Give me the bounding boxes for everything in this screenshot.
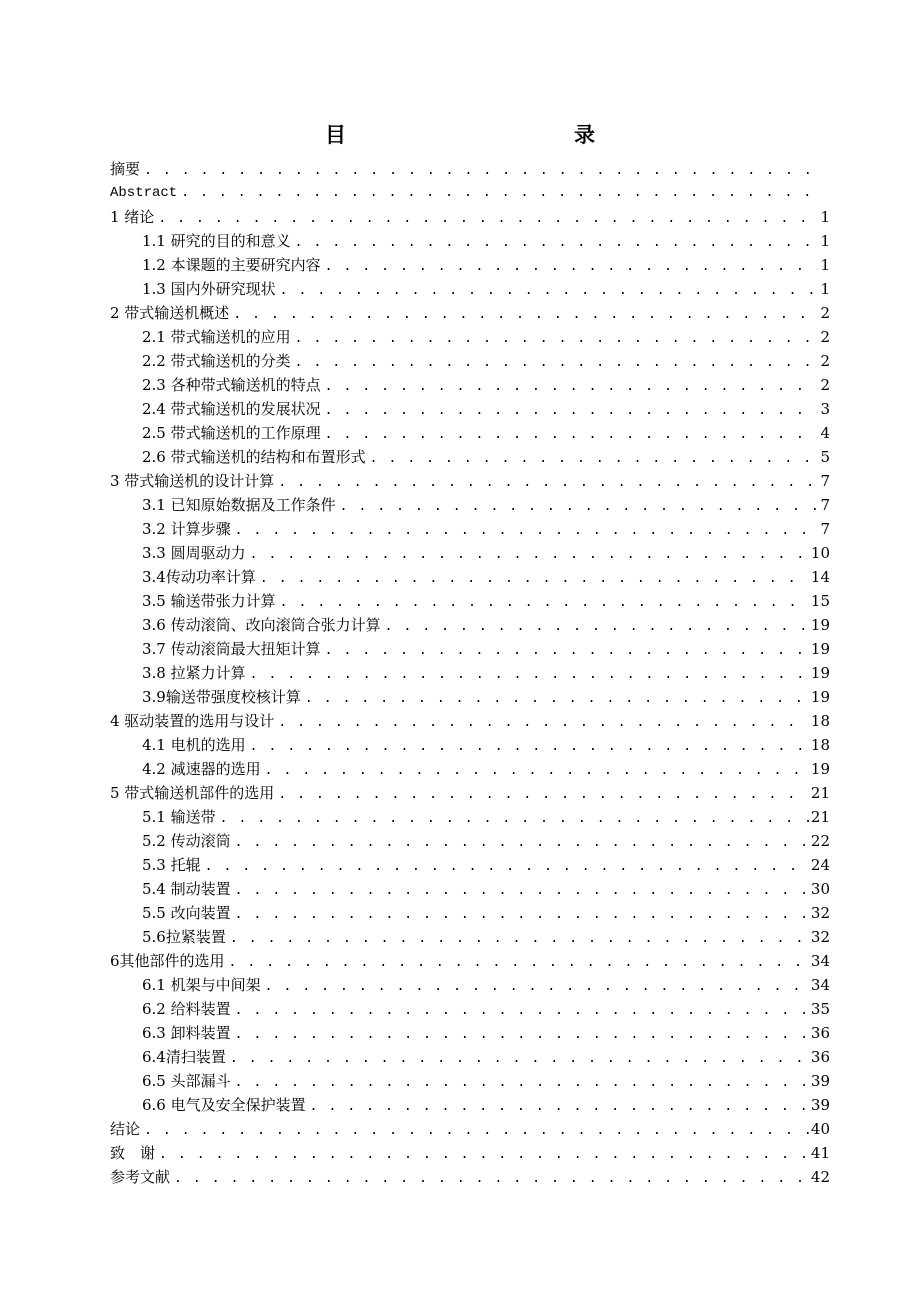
toc-entry[interactable] bbox=[110, 973, 830, 997]
toc-entry-label: 2.6 带式输送机的结构和布置形式 bbox=[142, 448, 366, 466]
dot-leader bbox=[295, 327, 819, 351]
dot-leader bbox=[325, 375, 819, 399]
toc-entry-label: 2 带式输送机概述 bbox=[110, 304, 230, 322]
toc-entry-page-number: 2 bbox=[820, 376, 830, 394]
toc-entry[interactable] bbox=[110, 229, 830, 253]
toc-entry[interactable] bbox=[110, 853, 830, 877]
toc-entry-page-number: 1 bbox=[820, 208, 830, 226]
toc-entry-label: 2.5 带式输送机的工作原理 bbox=[142, 424, 321, 442]
toc-entry[interactable] bbox=[110, 277, 830, 301]
toc-entry[interactable] bbox=[110, 901, 830, 925]
toc-entry-label: 致 谢 bbox=[110, 1144, 156, 1162]
toc-entry[interactable] bbox=[110, 709, 830, 733]
dot-leader bbox=[325, 399, 819, 423]
toc-entry[interactable] bbox=[110, 1093, 830, 1117]
toc-entry[interactable] bbox=[110, 469, 830, 493]
toc-entry-label: 4 驱动装置的选用与设计 bbox=[110, 712, 275, 730]
toc-entry[interactable] bbox=[110, 757, 830, 781]
dot-leader bbox=[325, 639, 809, 663]
toc-entry-label: 1.3 国内外研究现状 bbox=[142, 280, 276, 298]
toc-entry-label: 6.5 头部漏斗 bbox=[142, 1072, 231, 1090]
dot-leader bbox=[385, 615, 809, 639]
toc-entry-label: 6.4清扫装置 bbox=[142, 1048, 226, 1066]
dot-leader bbox=[174, 1167, 809, 1191]
toc-entry-label: 5.6拉紧装置 bbox=[142, 928, 226, 946]
toc-entry[interactable] bbox=[110, 565, 830, 589]
toc-entry[interactable] bbox=[110, 301, 830, 325]
toc-entry[interactable] bbox=[110, 1045, 830, 1069]
toc-entry[interactable] bbox=[110, 397, 830, 421]
toc-entry-page-number: 18 bbox=[810, 736, 830, 754]
dot-leader bbox=[325, 255, 819, 279]
dot-leader bbox=[235, 879, 809, 903]
toc-entry-label: 2.3 各种带式输送机的特点 bbox=[142, 376, 321, 394]
dot-leader bbox=[265, 975, 809, 999]
toc-entry[interactable] bbox=[110, 997, 830, 1021]
toc-entry-page-number: 2 bbox=[820, 352, 830, 370]
toc-entry-page-number: 21 bbox=[810, 808, 830, 826]
toc-entry-label: 参考文献 bbox=[110, 1168, 171, 1186]
dot-leader bbox=[340, 495, 819, 519]
toc-entry-label: 6.1 机架与中间架 bbox=[142, 976, 261, 994]
toc-entry[interactable] bbox=[110, 661, 830, 685]
toc-entry[interactable] bbox=[110, 349, 830, 373]
toc-entry-page-number: 19 bbox=[810, 760, 830, 778]
dot-leader bbox=[278, 471, 818, 495]
toc-entry-label: 4.2 减速器的选用 bbox=[142, 760, 261, 778]
dot-leader bbox=[230, 927, 809, 951]
toc-entry[interactable] bbox=[110, 925, 830, 949]
toc-entry-label: 1.2 本课题的主要研究内容 bbox=[142, 256, 321, 274]
toc-entry-page-number: 1 bbox=[820, 280, 830, 298]
toc-entry-label: 4.1 电机的选用 bbox=[142, 736, 246, 754]
toc-entry-label: 3.5 输送带张力计算 bbox=[142, 592, 276, 610]
dot-leader bbox=[159, 1143, 809, 1167]
toc-entry[interactable] bbox=[110, 325, 830, 349]
toc-entry[interactable] bbox=[110, 829, 830, 853]
toc-entry[interactable] bbox=[110, 781, 830, 805]
toc-entry-page-number: 36 bbox=[810, 1048, 830, 1066]
toc-entry-page-number: 34 bbox=[810, 976, 830, 994]
dot-leader bbox=[235, 1023, 809, 1047]
toc-entry-page-number: 30 bbox=[810, 880, 830, 898]
dot-leader bbox=[250, 543, 809, 567]
toc-entry-label: 1.1 研究的目的和意义 bbox=[142, 232, 291, 250]
toc-entry-page-number: 39 bbox=[810, 1072, 830, 1090]
dot-leader bbox=[144, 1119, 809, 1143]
toc-entry-label: Abstract bbox=[110, 185, 178, 201]
toc-entry-page-number: 22 bbox=[810, 832, 830, 850]
toc-entry-label: 2.4 带式输送机的发展状况 bbox=[142, 400, 321, 418]
toc-entry[interactable] bbox=[110, 205, 830, 229]
toc-entry-page-number: 21 bbox=[810, 784, 830, 802]
toc-entry-page-number: 32 bbox=[810, 928, 830, 946]
toc-entry-page-number: 1 bbox=[820, 232, 830, 250]
toc-entry[interactable] bbox=[110, 589, 830, 613]
dot-leader bbox=[278, 711, 809, 735]
toc-entry-page-number: 5 bbox=[820, 448, 830, 466]
toc-entry-label: 6其他部件的选用 bbox=[110, 952, 225, 970]
toc-entry-page-number: 7 bbox=[820, 472, 830, 490]
dot-leader bbox=[295, 351, 819, 375]
toc-entry[interactable] bbox=[110, 421, 830, 445]
toc-entry[interactable] bbox=[110, 1141, 830, 1165]
toc-entry-page-number: 42 bbox=[810, 1168, 830, 1186]
toc-entry-label: 5.3 托辊 bbox=[142, 856, 201, 874]
toc-entry-label: 3.3 圆周驱动力 bbox=[142, 544, 246, 562]
toc-entry[interactable] bbox=[110, 685, 830, 709]
toc-entry[interactable] bbox=[110, 805, 830, 829]
dot-leader bbox=[220, 807, 809, 831]
toc-entry-page-number: 2 bbox=[820, 304, 830, 322]
toc-entry-label: 3.7 传动滚筒最大扭矩计算 bbox=[142, 640, 321, 658]
toc-entry-page-number: 24 bbox=[810, 856, 830, 874]
dot-leader bbox=[250, 735, 809, 759]
dot-leader bbox=[235, 831, 809, 855]
toc-entry-label: 5 带式输送机部件的选用 bbox=[110, 784, 275, 802]
dot-leader bbox=[233, 303, 818, 327]
toc-entry-label: 结论 bbox=[110, 1120, 141, 1138]
toc-entry-label: 1 绪论 bbox=[110, 208, 155, 226]
dot-leader bbox=[370, 447, 819, 471]
toc-entry[interactable] bbox=[110, 949, 830, 973]
toc-entry-page-number: 40 bbox=[810, 1120, 830, 1138]
dot-leader bbox=[235, 519, 819, 543]
toc-entry-page-number: 18 bbox=[810, 712, 830, 730]
dot-leader bbox=[205, 855, 809, 879]
toc-entry-page-number: 32 bbox=[810, 904, 830, 922]
toc-entry[interactable] bbox=[110, 181, 830, 205]
dot-leader bbox=[181, 181, 820, 205]
dot-leader bbox=[305, 687, 809, 711]
toc-entry-page-number: 2 bbox=[820, 328, 830, 346]
toc-entry[interactable] bbox=[110, 1069, 830, 1093]
toc-entry-label: 摘要 bbox=[110, 160, 141, 178]
toc-entry-label: 5.2 传动滚筒 bbox=[142, 832, 231, 850]
dot-leader bbox=[260, 567, 809, 591]
dot-leader bbox=[280, 279, 819, 303]
toc-entry-label: 2.2 带式输送机的分类 bbox=[142, 352, 291, 370]
toc-entry-page-number: 41 bbox=[810, 1144, 830, 1162]
dot-leader bbox=[310, 1095, 809, 1119]
toc-entry-page-number: 1 bbox=[820, 256, 830, 274]
page-title: 目 录 bbox=[325, 122, 657, 147]
toc-entry-label: 6.2 给料装置 bbox=[142, 1000, 231, 1018]
dot-leader bbox=[280, 591, 809, 615]
toc-entry-page-number: 3 bbox=[820, 400, 830, 418]
toc-entry[interactable] bbox=[110, 1021, 830, 1045]
toc-entry[interactable] bbox=[110, 493, 830, 517]
toc-entry[interactable] bbox=[110, 1117, 830, 1141]
toc-entry-page-number: 15 bbox=[810, 592, 830, 610]
toc-entry[interactable] bbox=[110, 157, 830, 181]
dot-leader bbox=[144, 159, 820, 183]
toc-entry[interactable] bbox=[110, 733, 830, 757]
toc-entry-page-number: 19 bbox=[810, 640, 830, 658]
toc-entry-page-number: 39 bbox=[810, 1096, 830, 1114]
toc-entry[interactable] bbox=[110, 541, 830, 565]
toc-entry-page-number: 19 bbox=[810, 616, 830, 634]
dot-leader bbox=[235, 999, 809, 1023]
toc-entry-page-number: 34 bbox=[810, 952, 830, 970]
toc-entry-label: 5.4 制动装置 bbox=[142, 880, 231, 898]
toc-entry-label: 5.5 改向装置 bbox=[142, 904, 231, 922]
dot-leader bbox=[235, 903, 809, 927]
toc-entry-page-number: 14 bbox=[810, 568, 830, 586]
toc-entry-label: 3.1 已知原始数据及工作条件 bbox=[142, 496, 336, 514]
dot-leader bbox=[278, 783, 809, 807]
toc-entry[interactable] bbox=[110, 613, 830, 637]
toc-entry-page-number: 7 bbox=[820, 496, 830, 514]
toc-entry[interactable] bbox=[110, 877, 830, 901]
toc-entry[interactable] bbox=[110, 253, 830, 277]
toc-entry-page-number: 35 bbox=[810, 1000, 830, 1018]
dot-leader bbox=[235, 1071, 809, 1095]
toc-entry-label: 3.6 传动滚筒、改向滚筒合张力计算 bbox=[142, 616, 381, 634]
toc-entry-label: 5.1 输送带 bbox=[142, 808, 216, 826]
toc-entry-page-number: 19 bbox=[810, 664, 830, 682]
toc-entry[interactable] bbox=[110, 373, 830, 397]
toc-entry-page-number: 10 bbox=[810, 544, 830, 562]
toc-entry-label: 3.2 计算步骤 bbox=[142, 520, 231, 538]
dot-leader bbox=[230, 1047, 809, 1071]
toc-entry-label: 6.6 电气及安全保护装置 bbox=[142, 1096, 306, 1114]
toc-entry-page-number: 4 bbox=[820, 424, 830, 442]
toc-entry-page-number: 36 bbox=[810, 1024, 830, 1042]
dot-leader bbox=[295, 231, 819, 255]
toc-entry-label: 3 带式输送机的设计计算 bbox=[110, 472, 275, 490]
toc-entry-label: 3.8 拉紧力计算 bbox=[142, 664, 246, 682]
table-of-contents bbox=[110, 157, 830, 1189]
toc-entry[interactable] bbox=[110, 517, 830, 541]
toc-entry[interactable] bbox=[110, 1165, 830, 1189]
toc-entry-page-number: 19 bbox=[810, 688, 830, 706]
dot-leader bbox=[158, 207, 818, 231]
toc-entry-label: 3.9输送带强度校核计算 bbox=[142, 688, 301, 706]
dot-leader bbox=[229, 951, 809, 975]
toc-entry[interactable] bbox=[110, 637, 830, 661]
toc-entry-label: 6.3 卸料装置 bbox=[142, 1024, 231, 1042]
dot-leader bbox=[325, 423, 819, 447]
dot-leader bbox=[265, 759, 809, 783]
toc-entry-page-number: 7 bbox=[820, 520, 830, 538]
toc-entry-label: 3.4传动功率计算 bbox=[142, 568, 256, 586]
toc-entry-label: 2.1 带式输送机的应用 bbox=[142, 328, 291, 346]
dot-leader bbox=[250, 663, 809, 687]
toc-entry[interactable] bbox=[110, 445, 830, 469]
